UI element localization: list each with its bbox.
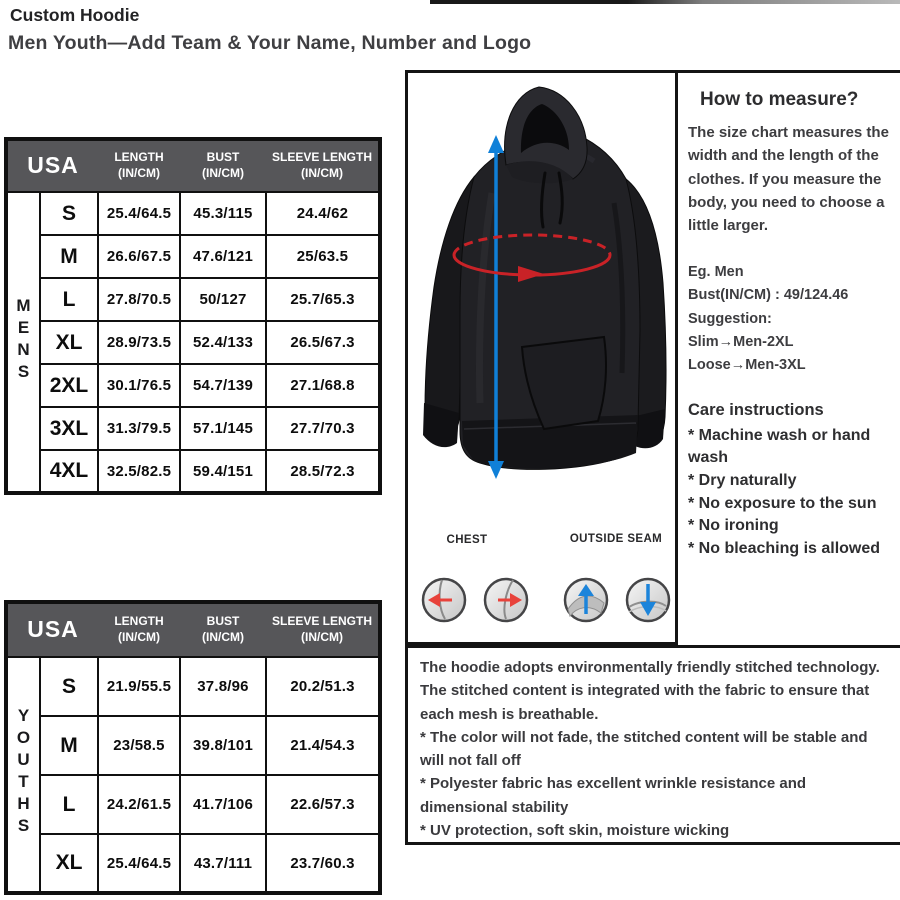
hoodie-illustration — [408, 73, 675, 642]
length-cell: 30.1/76.5 — [98, 364, 180, 407]
size-cell: S — [40, 192, 98, 235]
length-cell: 24.2/61.5 — [98, 775, 180, 834]
column-label: LENGTH — [114, 150, 164, 165]
care-item: * No exposure to the sun — [688, 494, 877, 512]
size-cell: M — [40, 235, 98, 278]
fabric-notes-box — [405, 645, 900, 845]
column-header-bust — [180, 602, 266, 657]
example-line: Slim→Men-2XL — [688, 333, 794, 350]
seam-icon-up — [565, 579, 607, 621]
size-cell: XL — [40, 834, 98, 893]
bust-cell: 52.4/133 — [180, 321, 266, 364]
table-row — [6, 716, 380, 775]
table-row — [6, 192, 380, 235]
length-cell: 31.3/79.5 — [98, 407, 180, 450]
column-unit: (IN/CM) — [202, 630, 244, 644]
hoodie-body — [423, 87, 666, 469]
size-cell: XL — [40, 321, 98, 364]
sleeve-cell: 26.5/67.3 — [266, 321, 380, 364]
measurement-diagram-box — [405, 70, 678, 645]
table-row — [6, 775, 380, 834]
size-cell: S — [40, 657, 98, 716]
sleeve-cell: 23.7/60.3 — [266, 834, 380, 893]
care-item: * Dry naturally — [688, 472, 797, 490]
bust-cell: 57.1/145 — [180, 407, 266, 450]
youths-size-table — [4, 600, 382, 895]
column-header-sleeve — [266, 139, 380, 192]
bust-cell: 37.8/96 — [180, 657, 266, 716]
sleeve-cell: 28.5/72.3 — [266, 450, 380, 493]
top-border-line — [430, 0, 900, 4]
sleeve-cell: 20.2/51.3 — [266, 657, 380, 716]
how-to-measure-panel — [678, 70, 900, 645]
size-cell: 4XL — [40, 450, 98, 493]
length-cell: 28.9/73.5 — [98, 321, 180, 364]
length-cell: 25.4/64.5 — [98, 834, 180, 893]
table-row — [6, 278, 380, 321]
size-cell: 2XL — [40, 364, 98, 407]
sleeve-cell: 27.1/68.8 — [266, 364, 380, 407]
bust-cell: 47.6/121 — [180, 235, 266, 278]
fabric-note: * Polyester fabric has excellent wrinkle resistance and dimensional stability — [420, 775, 807, 816]
column-label: BUST — [206, 150, 240, 165]
table-row — [6, 657, 380, 716]
mens-size-table — [4, 137, 382, 495]
usa-header: USA — [6, 139, 98, 192]
example-line: Eg. Men — [688, 264, 744, 281]
length-cell: 26.6/67.5 — [98, 235, 180, 278]
size-cell: 3XL — [40, 407, 98, 450]
table-row — [6, 364, 380, 407]
column-header-length — [98, 139, 180, 192]
column-header-length — [98, 602, 180, 657]
mens-group-label — [6, 192, 40, 493]
how-to-measure-title: How to measure? — [700, 89, 859, 110]
length-cell: 21.9/55.5 — [98, 657, 180, 716]
table-row — [6, 235, 380, 278]
column-unit: (IN/CM) — [118, 630, 160, 644]
size-cell: L — [40, 278, 98, 321]
length-cell: 32.5/82.5 — [98, 450, 180, 493]
care-item: * No bleaching is allowed — [688, 540, 881, 558]
table-header-row — [6, 602, 380, 657]
outside-seam-label: OUTSIDE SEAM — [569, 533, 663, 545]
fabric-note: * The color will not fade, the stitched content will be stable and will not fall off — [420, 728, 868, 769]
care-title: Care instructions — [688, 401, 824, 420]
size-cell: L — [40, 775, 98, 834]
care-instructions — [688, 399, 894, 561]
bust-cell: 41.7/106 — [180, 775, 266, 834]
column-unit: (IN/CM) — [118, 166, 160, 180]
column-unit: (IN/CM) — [301, 630, 343, 644]
example-line: Loose→Men-3XL — [688, 357, 806, 373]
bust-cell: 54.7/139 — [180, 364, 266, 407]
chest-icon-right — [485, 579, 527, 621]
sleeve-cell: 24.4/62 — [266, 192, 380, 235]
group-label-text: YOUTHS — [14, 706, 33, 838]
column-unit: (IN/CM) — [202, 166, 244, 180]
table-row — [6, 407, 380, 450]
column-unit: (IN/CM) — [301, 166, 343, 180]
table-row — [6, 450, 380, 493]
table-row — [6, 321, 380, 364]
sleeve-cell: 27.7/70.3 — [266, 407, 380, 450]
table-header-row — [6, 139, 380, 192]
column-header-bust — [180, 139, 266, 192]
length-cell: 23/58.5 — [98, 716, 180, 775]
bust-cell: 39.8/101 — [180, 716, 266, 775]
fabric-note: * UV protection, soft skin, moisture wicking — [420, 821, 730, 839]
sleeve-cell: 25/63.5 — [266, 235, 380, 278]
sleeve-cell: 25.7/65.3 — [266, 278, 380, 321]
care-item: * No ironing — [688, 517, 779, 535]
care-item: * Machine wash or hand wash — [688, 426, 871, 467]
sleeve-cell: 22.6/57.3 — [266, 775, 380, 834]
chest-icon-left — [423, 579, 465, 621]
fabric-note: The hoodie adopts environmentally friendly stitched technology. The stitched content is integrated with the fabric to ensure that each mesh is breathable. — [420, 659, 880, 723]
youths-group-label — [6, 657, 40, 893]
column-header-sleeve — [266, 602, 380, 657]
example-line: Suggestion: — [688, 310, 772, 327]
column-label: SLEEVE LENGTH — [271, 150, 372, 165]
example-line: Bust(IN/CM) : 49/124.46 — [688, 287, 849, 304]
measure-body-text: The size chart measures the width and the length of the clothes. If you measure the body, you need to choose a little larger. — [688, 124, 889, 234]
seam-icon-down — [627, 579, 669, 621]
column-label: SLEEVE LENGTH — [271, 614, 372, 629]
length-cell: 27.8/70.5 — [98, 278, 180, 321]
bust-cell: 43.7/111 — [180, 834, 266, 893]
column-label: BUST — [206, 614, 240, 629]
sleeve-cell: 21.4/54.3 — [266, 716, 380, 775]
bust-cell: 50/127 — [180, 278, 266, 321]
size-cell: M — [40, 716, 98, 775]
column-label: LENGTH — [114, 614, 164, 629]
length-cell: 25.4/64.5 — [98, 192, 180, 235]
sizing-example — [688, 261, 894, 377]
chest-label: CHEST — [446, 534, 488, 546]
bust-cell: 59.4/151 — [180, 450, 266, 493]
group-label-text: MENS — [14, 295, 33, 384]
product-title: Custom Hoodie — [10, 5, 140, 25]
bust-cell: 45.3/115 — [180, 192, 266, 235]
product-subtitle: Men Youth—Add Team & Your Name, Number and Logo — [8, 32, 532, 54]
table-row — [6, 834, 380, 893]
usa-header: USA — [6, 602, 98, 657]
